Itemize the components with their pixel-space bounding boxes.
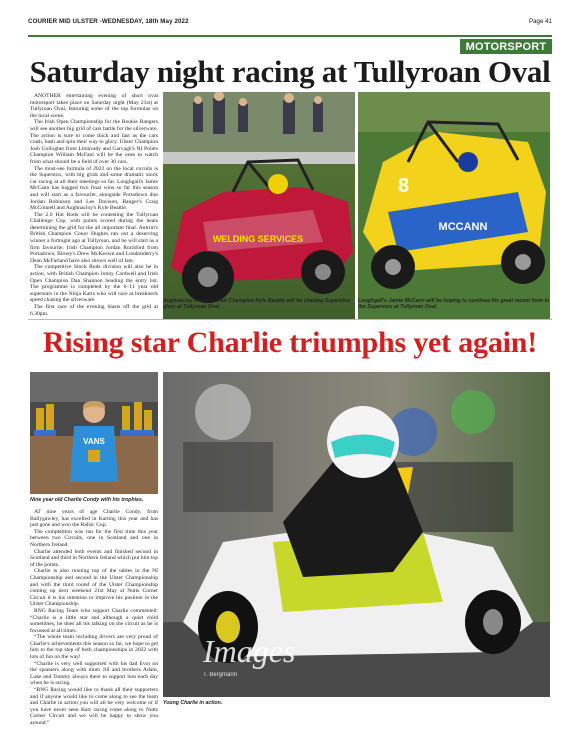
photo2-caption: Loughgall's Jamie McCann will be hoping to continue his great recent form in the Superstox at Tullyroan Oval.: [358, 298, 550, 311]
car2-number: 8: [398, 175, 410, 197]
charlie-trophies-photo: [30, 372, 158, 494]
masthead: COURIER MID ULSTER -WEDNESDAY, 18th May 2022: [28, 18, 189, 25]
story1-paragraph: The competitive Stock Rods division will also be in action, with British Champion Jonny Cardwell and Irish Open Champion Dan Shannon heading the entry list. The programme is completed by the 6–11 year old superstars in the Ninja Karts who will race at breakneck speed chasing the silverware.: [30, 264, 158, 304]
story1-paragraph: ANOTHER entertaining evening of short oval motorsport takes place on Saturday night (May 21st) at Tullyroan Oval, featuring some of the top formulas on the local scene.: [30, 93, 158, 119]
story2-paragraph: The competition was run for the first time this year between two Circuits, one in Scotland and one in Northern Ireland.: [30, 528, 158, 548]
photo-watermark: Images: [203, 633, 296, 669]
story1-paragraph: The 2.0 Hot Rods will be contesting the Tullyroan Challenge Cup, with points scored during the heats determining the grid for the all important final. Antrim's British Champion Conor Hughes ran out a deserving winner a fortnight ago at Tullyroan, and he will start as a firm favourite. Irish Champion Jordan Rochford from Portadown, Birney's Drew McKeown and Londonderry's Dean McFarland have also shown well of late.: [30, 211, 158, 264]
story2-paragraph: Charlie attended both events and finished second in Scotland and third in Northern Ireland which put him top of the points.: [30, 548, 158, 568]
story2-paragraph: AT nine years of age Charlie Condy, from Ballygawley, has excelled in Karting this year and has just gone and won the Rafsic Cup.: [30, 509, 158, 529]
header-rule: [28, 35, 552, 37]
story-separator: [28, 319, 552, 320]
page-number: Page 41: [528, 18, 552, 25]
kyle-beattie-car-photo: [163, 92, 355, 320]
story1-headline: Saturday night racing at Tullyroan Oval: [29, 54, 551, 89]
charlie-karting-photo: [163, 372, 550, 697]
story2-headline: Rising star Charlie triumphs yet again!: [42, 326, 538, 359]
photo1-caption: Aughnacloy's former Irish Champion Kyle Beattie will be chasing Superstox glory at Tullyroan Oval.: [163, 298, 351, 311]
section-banner: MOTORSPORT: [460, 39, 552, 54]
charlie-trophies-caption: Nine year old Charlie Condy with his trophies.: [30, 497, 144, 503]
charlie-karting-caption: Young Charlie in action.: [163, 700, 223, 706]
story1-paragraph: The must-see formula of 2022 on the local circuits is the Superstox, with big grids and some dramatic stock car racing at all their meetings so far. Loughgall's Jamie McCann has bagged two final wins so far this season and will start as a favourite, alongside Portadown duo Jordan Robinson and Lee Davison, Banger's Craig McConnell and Aughnacloy's Kyle Beattie.: [30, 165, 158, 212]
photo-credit: T. Bergmann: [203, 672, 238, 678]
story2-paragraph: “The whole team including drivers are very proud of Charlie's achievements this season so far, we hope to get him to the top step of both championships in 2022 with lots of fun on the way!: [30, 634, 158, 661]
story1-paragraph: The first race of the evening blasts off the grid at 6.30pm.: [30, 304, 158, 317]
car1-livery-text: WELDING SERVICES: [212, 234, 304, 244]
jamie-mccann-car-photo: [358, 92, 550, 320]
story2-paragraph: “RNG Racing would like to thank all their supporters and if anyone would like to come along to see the team and Charlie in action you will all be very welcome or if you have never seen Kart racing come along to Nutts Corner Circuit and we will be happy to show you around.”: [30, 687, 158, 726]
story2-paragraph: Charlie is also running top of the tables in the NI Championship and second in the Ulster Championship and with the third round of the Ulster Championship coming up next weekend 21st May at Nutts Corner Circuit it is his intention to improve his position in the Ulster Championship.: [30, 568, 158, 608]
story1-paragraph: The Irish Open Championship for the Rookie Bangers will see another big grid of cars battle for the silverware. The action is sure to come thick and fast as the cars crash, bash and spin their way to glory. Ulster Champion Josh Gollogher from Limavady and Garvagh's NI Points Champion William McFaul will be the ones to watch from what should be a field of over 30 cars.: [30, 119, 158, 165]
story2-paragraph: “Charlie is very well supported with his dad Evor on the spanners along with mum Jill and brothers Adam, Luke and Tommy always there to support him each day when he is racing.: [30, 660, 158, 687]
story2-paragraph: RNG Racing Team who support Charlie commented: “Charlie is a little star and although a quiet child sometimes, he does all his talking on the circuit as he is focussed at all times.: [30, 607, 158, 634]
shirt-text: VANS: [83, 437, 105, 446]
story1-body: [30, 93, 158, 317]
car2-livery-text: MCCANN: [438, 221, 488, 233]
story2-body: [30, 509, 158, 727]
